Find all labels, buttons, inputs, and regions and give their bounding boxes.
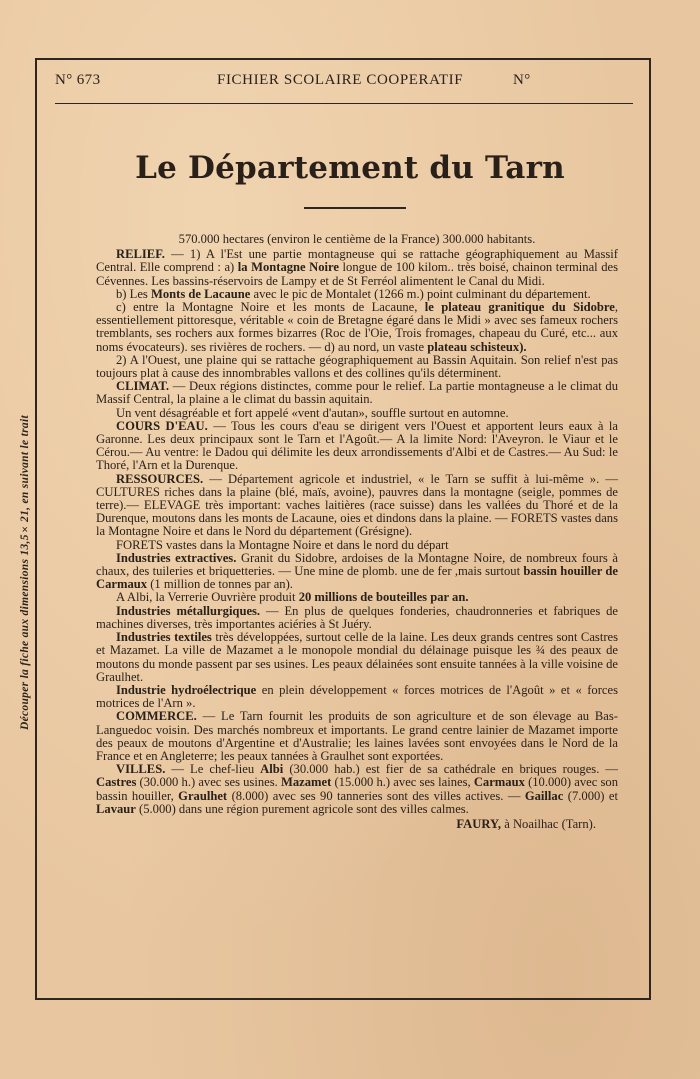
relief-bold: la Montagne Noire [237, 260, 340, 275]
relief-bold: Monts de Lacaune [150, 286, 251, 301]
villes-text: (30.000 h.) avec ses usines. [136, 775, 281, 790]
collection-title: FICHIER SCOLAIRE COOPERATIF [217, 72, 464, 88]
hydro-paragraph [96, 684, 618, 710]
section-label-cours: COURS D'EAU. [116, 418, 208, 433]
city-graulhet: Graulhet [178, 788, 228, 803]
section-label-commerce: COMMERCE. [116, 709, 197, 724]
ressources-paragraph [96, 473, 618, 539]
cours-paragraph [96, 420, 618, 473]
section-label-ressources: RESSOURCES. [116, 471, 204, 486]
intro-area: 570.000 hectares (environ le centième de la France) [178, 232, 443, 246]
relief-bold: plateau schisteux). [427, 339, 527, 354]
textile-paragraph [96, 631, 618, 684]
villes-text: (7.000) et [563, 788, 618, 803]
relief-paragraph-c [96, 301, 618, 354]
label-textile: Industries textiles [116, 630, 212, 645]
label-metallurgie: Industries métallurgiques. [116, 603, 261, 618]
relief-text: avec le pic de Montalet (1266 m.) point culminant du département. [250, 286, 591, 301]
climat-paragraph [96, 380, 618, 406]
section-label-villes: VILLES. [116, 762, 166, 777]
villes-text: (5.000) dans une région purement agricole sont des villes calmes. [135, 801, 469, 816]
forets-paragraph: FORETS vastes dans la Montagne Noire et dans le nord du départ [116, 537, 449, 552]
villes-text: — Le chef-lieu [165, 762, 261, 777]
label-extractives: Industries extractives. [116, 550, 237, 565]
city-albi: Albi [260, 762, 284, 777]
city-gaillac: Gaillac [524, 788, 564, 803]
villes-paragraph [96, 763, 618, 816]
title-underline [304, 207, 406, 209]
intro-paragraph [96, 233, 618, 246]
label-hydro: Industrie hydroélectrique [116, 682, 257, 697]
city-carmaux: Carmaux [473, 775, 525, 790]
city-lavaur: Lavaur [96, 801, 136, 816]
villes-text: (8.000) avec ses 90 tanneries sont des villes actives. — [227, 788, 525, 803]
section-label-climat: CLIMAT. [116, 379, 170, 394]
extractives-bold: bassin houiller de Carmaux [96, 564, 618, 592]
city-mazamet: Mazamet [280, 775, 332, 790]
extractives-paragraph [96, 552, 618, 592]
extractives-text: Granit du Sidobre, ardoises de la Montagne Noire, de nombreux fours à chaux, des tuileries et briquetteries. — Une mine de plomb. une de fer ,mais surtout [96, 550, 618, 579]
relief-bold: le plateau granitique du Sidobre [424, 300, 615, 315]
commerce-paragraph [96, 710, 618, 763]
villes-text: (10.000) avec son bassin houiller, [96, 775, 618, 803]
cours-text: — Tous les cours d'eau se dirigent vers l'Ouest et apportent leurs eaux à la Garonne. Les deux principaux sont le Tarn et l'Agoût.— A la limite Nord: l'Aveyron. le Viaur et le Cérou.— Au ventre: le Dadou qui délimite les deux arrondissements d'Albi et de Castres.— Au Sud: le Thoré, l'Arn et la Durenque. [96, 418, 618, 473]
article-body [96, 233, 618, 831]
header-divider [55, 103, 633, 104]
metallurgie-text: — En plus de quelques fonderies, chaudronneries et fabriques de machines diverses, très importantes aciéries à St Juéry. [96, 603, 619, 631]
relief-text: — 1) A l'Est une partie montagneuse qui se rattache géographiquement au Massif Central. Elle comprend : a) [96, 247, 618, 275]
villes-text: (30.000 hab.) est fier de sa cathédrale en briques rouges. — [283, 762, 618, 777]
card-number: N° 673 [55, 72, 101, 88]
relief-paragraph [96, 248, 618, 288]
relief-paragraph-2: 2) A l'Ouest, une plaine qui se rattache géographiquement au Bassin Aquitain. Son relief n'est pas toujours plat à cause des innombrables vallons et des collines qu'ils déterminent. [96, 352, 618, 381]
city-castres: Castres [96, 775, 137, 790]
relief-text: b) Les [116, 286, 151, 301]
villes-text: (15.000 h.) avec ses laines, [331, 775, 474, 790]
page-header [55, 72, 633, 94]
number-label: N° [513, 72, 531, 88]
albi-text: A Albi, la Verrerie Ouvrière produit [116, 590, 299, 605]
hydro-text: en plein développement « forces motrices de l'Agoût » et « forces motrices de l'Arn ». [96, 682, 619, 711]
relief-text: , essentiellement pittoresque, véritable « coin de Bretagne égaré dans le Midi » avec ses fameux rochers tremblants, ses rochers aux formes bizarres (Roc de l'Oie, Trois fromages, chapeau du Curé, etc... aux noms évocateurs). ses rivières de rochers. — d) au nord, un vaste [96, 300, 619, 354]
intro-population: 300.000 habitants. [442, 232, 536, 246]
author-place: à Noailhac (Tarn). [501, 816, 596, 831]
author-name: FAURY, [456, 816, 502, 831]
textile-text: très développées, surtout celle de la laine. Les deux grands centres sont Castres et Mazamet. La ville de Mazamet a le monopole mondial du délainage puisque les ¾ des peaux de moutons du monde passent par ses usines. Les peaux délainées sont ensuite tannées à la ville voisine de Graulhet. [96, 630, 619, 684]
section-label-relief: RELIEF. [116, 247, 165, 262]
cutting-instruction: Découper la fiche aux dimensions 13,5×21, en suivant le trait [19, 415, 31, 730]
author-signature [96, 818, 618, 831]
relief-text: longue de 100 kilom.. très boisé, chainon terminal des Cévennes. Les bassins-réservoirs de Lampy et de St Ferréol alimentent le Canal du Midi. [96, 260, 618, 288]
climat-text: — Deux régions distinctes, comme pour le relief. La partie montagneuse a le climat du Massif Central, la plaine a le climat du bassin aquitain. [96, 379, 618, 407]
albi-bold: 20 millions de bouteilles par an. [298, 590, 469, 605]
extractives-text: (1 million de tonnes par an). [147, 577, 293, 592]
climat-paragraph-2: Un vent désagréable et fort appelé «vent d'autan», souffle surtout en automne. [116, 405, 509, 420]
commerce-text: — Le Tarn fournit les produits de son agriculture et de son élevage au Bas-Languedoc voisin. Des marchés nombreux et importants. Le grand centre lainier de Mazamet importe des peaux de moutons d'Argentine et d'Australie; les laines lavées sont envoyées dans le Nord de la France et en Angleterre; les peaux tannées à Graulhet sont exportées. [96, 709, 618, 763]
metallurgie-paragraph [96, 605, 618, 631]
page-title: Le Département du Tarn [135, 150, 565, 186]
ressources-text: — Département agricole et industriel, « le Tarn se suffit à lui-même ». — CULTURES riches dans la plaine (blé, maïs, avoine), pauvres dans la montagne (seigle, pommes de terre).— ELEVAGE très important: vaches laitières (race suisse) dans les vallées du Thoré et de la Durenque, moutons dans les monts de Lacaune, oies et dindons dans la plaine. — FORETS vastes dans la Montagne Noire et dans le Nord du département (Grésigne). [96, 471, 618, 539]
relief-text: c) entre la Montagne Noire et les monts de Lacaune, [116, 300, 425, 315]
